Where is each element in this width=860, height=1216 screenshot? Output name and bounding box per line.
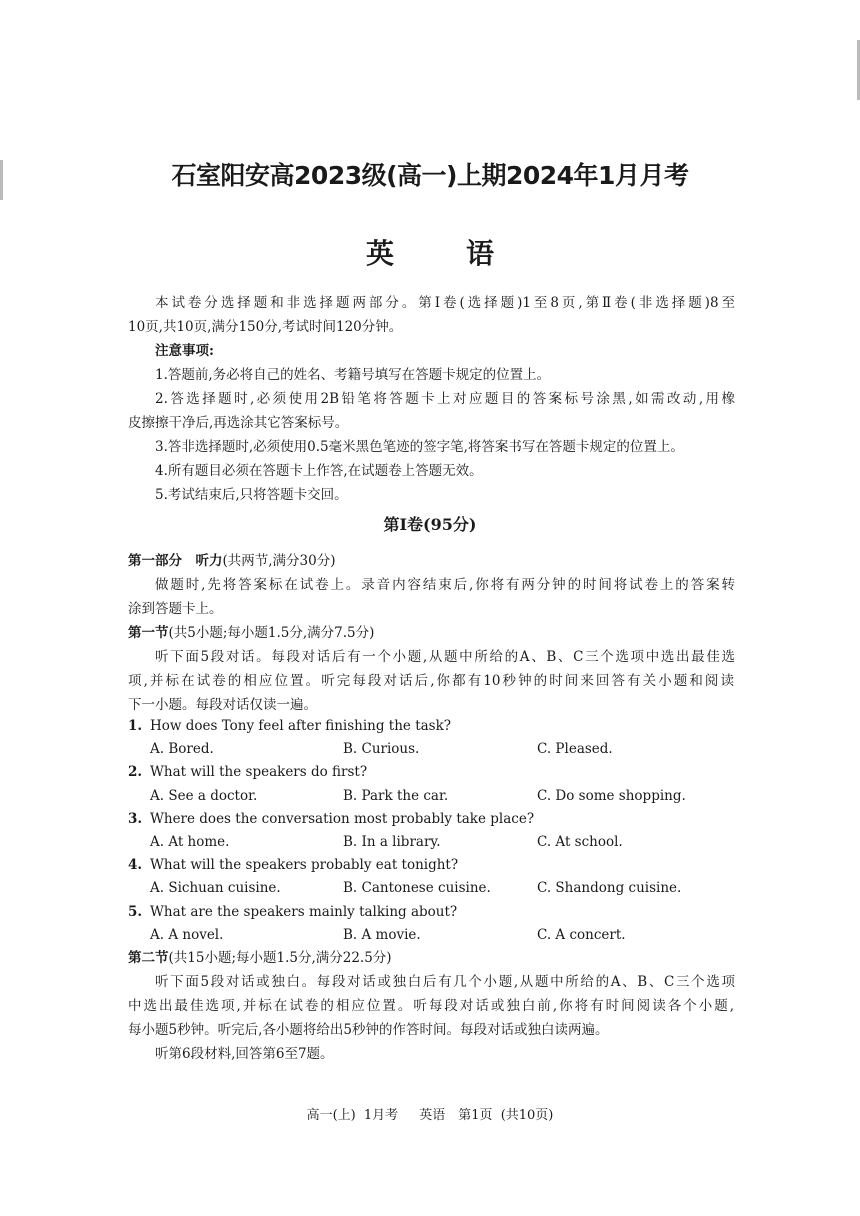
question-2: [128, 762, 367, 782]
notice-rule-2-line-2: 皮擦擦干净后,再选涂其它答案标号。: [128, 415, 349, 431]
question-number: 3.: [128, 811, 143, 827]
notice-heading: 注意事项:: [155, 343, 214, 359]
section-2-heading: [128, 947, 734, 969]
question-3: [128, 809, 534, 829]
intro-line-1: 本试卷分选择题和非选择题两部分。第Ⅰ卷(选择题)1至8页,第Ⅱ卷(非选择题)8至: [155, 295, 735, 311]
question-5: [128, 902, 457, 922]
section-2-desc-line-3: 每小题5秒钟。听完后,各小题将给出5秒钟的作答时间。每段对话或独白读两遍。: [128, 1022, 609, 1038]
section-1-desc-line-2: 项,并标在试卷的相应位置。听完每段对话后,你都有10秒钟的时间来回答有关小题和阅读: [128, 673, 734, 689]
question-3-option-a: A. At home.: [150, 834, 230, 850]
section-1-desc-line-1: 听下面5段对话。每段对话后有一个小题,从题中所给的A、B、C三个选项中选出最佳选: [155, 649, 735, 665]
question-text: How does Tony feel after finishing the task?: [150, 718, 452, 734]
intro-line-2: 10页,共10页,满分150分,考试时间120分钟。: [128, 319, 403, 335]
question-1-option-c: C. Pleased.: [537, 741, 613, 757]
question-2-option-b: B. Park the car.: [343, 788, 449, 804]
section-1-heading-detail: (共5小题;每小题1.5分,满分7.5分): [168, 625, 375, 641]
question-number: 1.: [128, 718, 143, 734]
scan-edge-mark: [0, 160, 3, 200]
question-5-option-c: C. A concert.: [537, 927, 626, 943]
section-2-heading-detail: (共15小题;每小题1.5分,满分22.5分): [168, 950, 392, 966]
section-1-heading-label: 第一节: [128, 625, 169, 641]
question-3-option-c: C. At school.: [537, 834, 623, 850]
question-number: 4.: [128, 857, 143, 873]
question-text: What will the speakers probably eat tonight?: [150, 857, 459, 873]
part-1-desc-line-1: 做题时,先将答案标在试卷上。录音内容结束后,你将有两分钟的时间将试卷上的答案转: [155, 577, 735, 593]
subject-heading: 英 语: [365, 237, 516, 270]
question-2-option-c: C. Do some shopping.: [537, 788, 686, 804]
question-number: 2.: [128, 764, 143, 780]
notice-rule-4: 4.所有题目必须在答题卡上作答,在试题卷上答题无效。: [155, 463, 483, 479]
question-5-option-b: B. A movie.: [343, 927, 421, 943]
part-1-heading: [128, 550, 734, 572]
part-1-heading-detail: (共两节,满分30分): [222, 553, 336, 569]
exam-title: 石室阳安高2023级(高一)上期2024年1月月考: [171, 161, 689, 190]
question-1: [128, 716, 451, 736]
material-instruction: 听第6段材料,回答第6至7题。: [155, 1046, 334, 1062]
section-2-desc-line-1: 听下面5段对话或独白。每段对话或独白后有几个小题,从题中所给的A、B、C三个选项: [155, 974, 735, 990]
page-footer: 高一(上) 1月考 英语 第1页 (共10页): [306, 1108, 554, 1123]
question-number: 5.: [128, 904, 143, 920]
section-2-desc-line-2: 中选出最佳选项,并标在试卷的相应位置。听每段对话或独白前,你将有时间阅读各个小题,: [128, 998, 734, 1014]
part-1-desc-line-2: 涂到答题卡上。: [128, 601, 223, 617]
question-4-option-a: A. Sichuan cuisine.: [150, 880, 281, 896]
question-text: What are the speakers mainly talking about?: [150, 904, 458, 920]
question-text: What will the speakers do first?: [150, 764, 368, 780]
question-4-option-c: C. Shandong cuisine.: [537, 880, 682, 896]
section-1-heading: [128, 622, 734, 644]
volume-heading: 第Ⅰ卷(95分): [383, 515, 477, 534]
question-5-option-a: A. A novel.: [150, 927, 224, 943]
question-3-option-b: B. In a library.: [343, 834, 441, 850]
notice-rule-1: 1.答题前,务必将自己的姓名、考籍号填写在答题卡规定的位置上。: [155, 367, 551, 383]
notice-rule-5: 5.考试结束后,只将答题卡交回。: [155, 487, 348, 503]
section-2-heading-label: 第二节: [128, 950, 169, 966]
question-2-option-a: A. See a doctor.: [150, 788, 258, 804]
notice-rule-3: 3.答非选择题时,必须使用0.5毫米黑色笔迹的签字笔,将答案书写在答题卡规定的位置上。: [155, 439, 684, 455]
question-4-option-b: B. Cantonese cuisine.: [343, 880, 491, 896]
part-1-heading-label: 第一部分 听力: [128, 553, 223, 569]
question-text: Where does the conversation most probably take place?: [150, 811, 535, 827]
notice-rule-2-line-1: 2.答选择题时,必须使用2B铅笔将答题卡上对应题目的答案标号涂黑,如需改动,用橡: [155, 391, 735, 407]
question-1-option-a: A. Bored.: [150, 741, 214, 757]
section-1-desc-line-3: 下一小题。每段对话仅读一遍。: [128, 697, 317, 713]
question-4: [128, 855, 458, 875]
question-1-option-b: B. Curious.: [343, 741, 420, 757]
